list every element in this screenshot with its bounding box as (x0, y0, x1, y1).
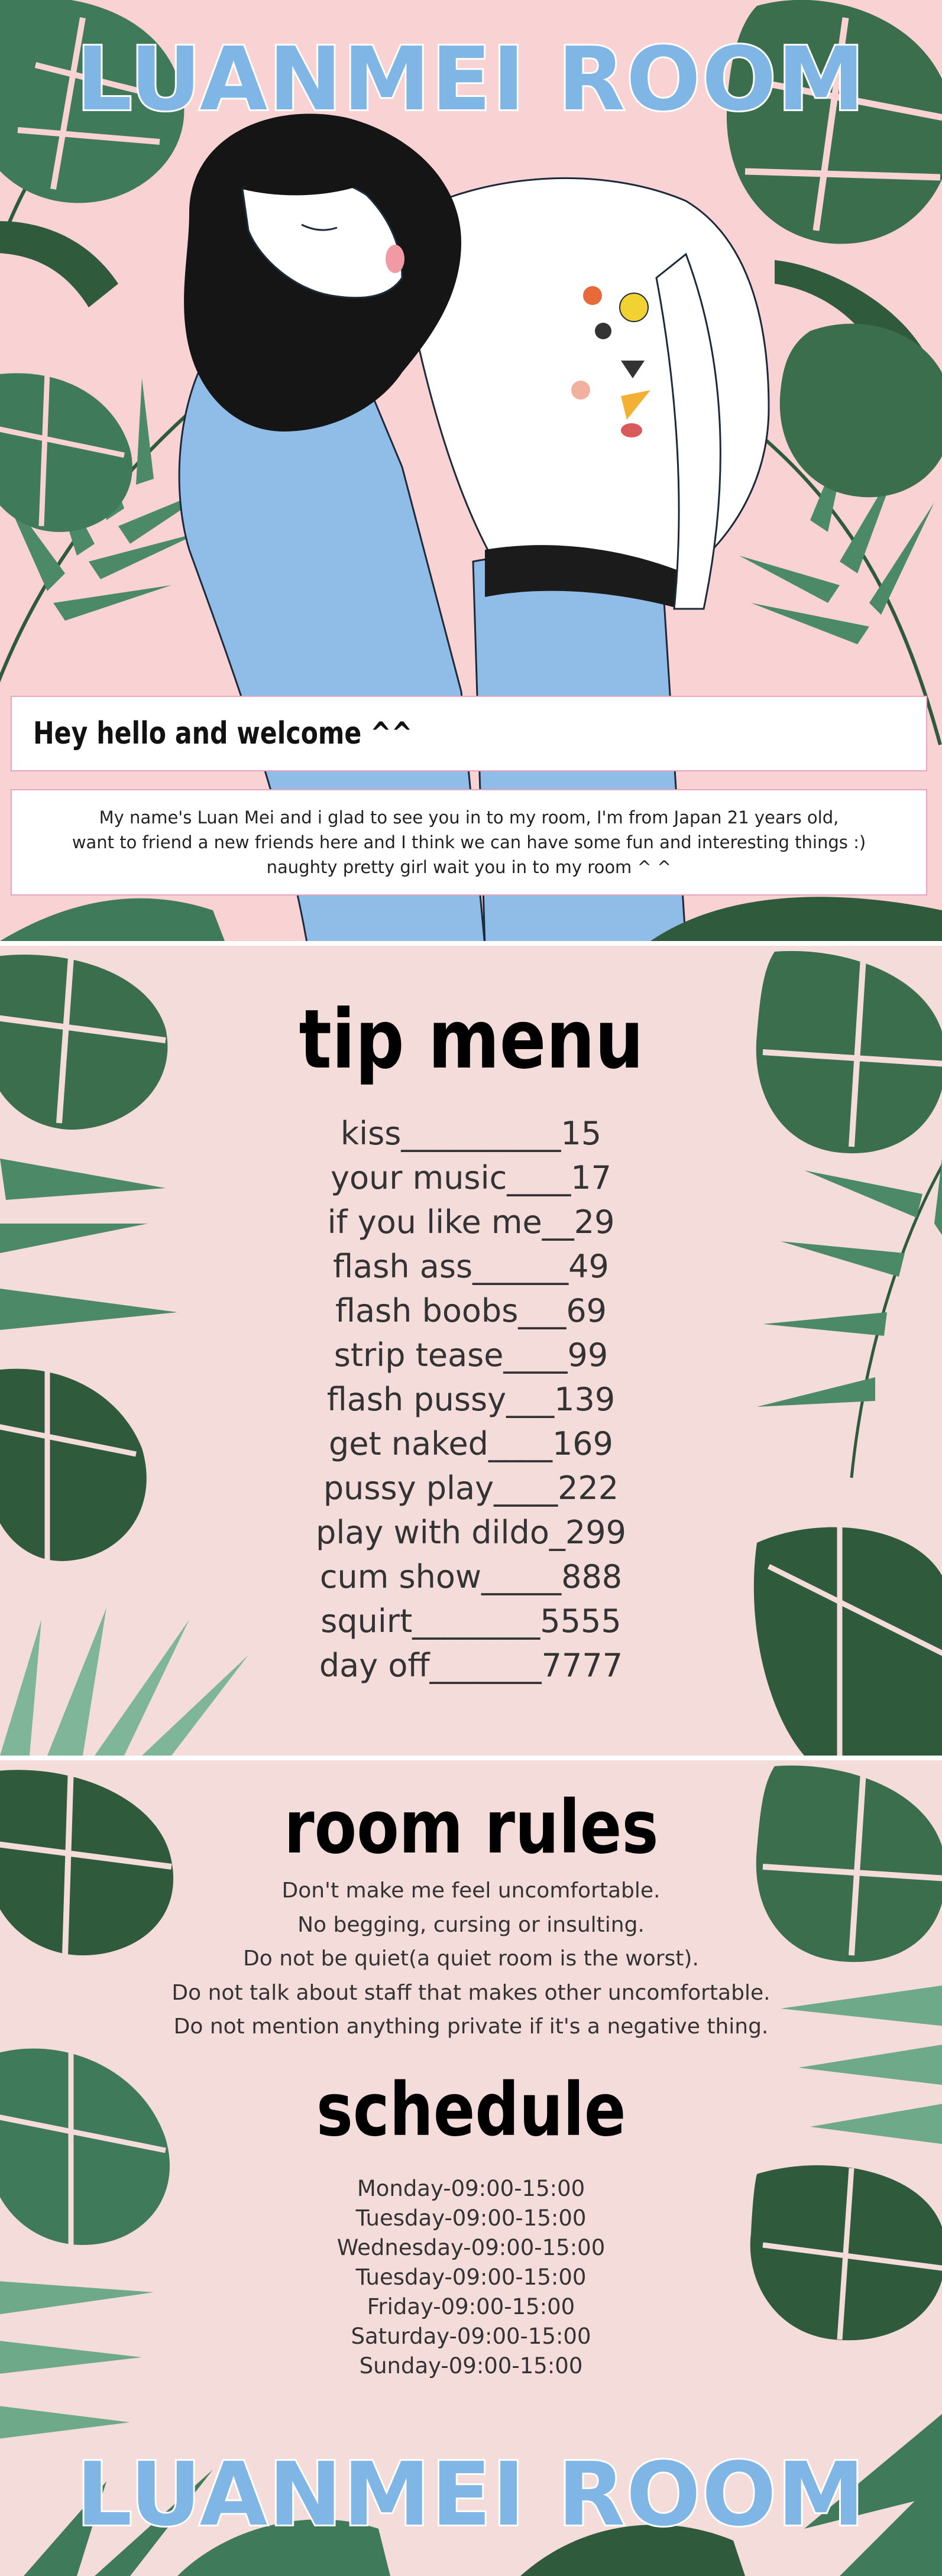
tip-menu-item: pussy play____222 (323, 1469, 619, 1507)
rules-schedule-section (0, 1760, 942, 2576)
tip-menu-item: play with dildo_299 (316, 1514, 626, 1551)
schedule-item: Saturday-09:00-15:00 (351, 2324, 591, 2349)
rule-item: Do not be quiet(a quiet room is the worst). (243, 1946, 699, 1971)
rule-item: No begging, cursing or insulting. (297, 1912, 645, 1937)
intro-box (11, 789, 927, 896)
schedule-item: Tuesday-09:00-15:00 (355, 2264, 587, 2290)
brand-title: LUANMEI ROOM (76, 28, 866, 130)
rule-item: Do not mention anything private if it's a negative thing. (173, 2014, 769, 2039)
schedule-item: Monday-09:00-15:00 (357, 2176, 585, 2201)
tip-menu-item: flash pussy___139 (326, 1381, 616, 1418)
schedule-title: schedule (316, 2068, 626, 2153)
rule-item: Don't make me feel uncomfortable. (281, 1879, 661, 1903)
tip-menu-item: cum show_____888 (319, 1558, 623, 1595)
welcome-heading: Hey hello and welcome ^^ (33, 716, 413, 751)
schedule-item: Wednesday-09:00-15:00 (336, 2235, 606, 2260)
schedule-list (0, 2174, 942, 2381)
tip-menu-item: day off_______7777 (319, 1647, 623, 1684)
intro-line: naughty pretty girl wait you in to my room ^ ^ (266, 857, 672, 878)
schedule-item: Tuesday-09:00-15:00 (355, 2205, 587, 2231)
tip-menu-item: squirt________5555 (321, 1602, 621, 1640)
intro-line: My name's Luan Mei and i glad to see you in to my room, I'm from Japan 21 years old, (99, 807, 839, 828)
tip-menu-item: your music____17 (331, 1159, 611, 1196)
schedule-item: Friday-09:00-15:00 (367, 2294, 575, 2319)
intro-line: want to friend a new friends here and I think we can have some fun and interesting things :) (72, 832, 866, 852)
tip-menu-section (0, 946, 942, 1756)
tip-menu-item: flash ass______49 (333, 1248, 609, 1285)
schedule-item: Sunday-09:00-15:00 (359, 2353, 583, 2379)
tip-menu-item: if you like me__29 (327, 1203, 615, 1241)
tip-menu-item: kiss__________15 (340, 1115, 602, 1152)
section-divider (0, 941, 942, 946)
hero-section (0, 0, 942, 941)
room-rules-list (0, 1874, 942, 2044)
brand-footer-title: LUANMEI ROOM (76, 2444, 866, 2545)
tip-menu-item: get naked____169 (328, 1425, 614, 1462)
tip-menu-item: flash boobs___69 (335, 1292, 607, 1329)
section-divider (0, 1756, 942, 1760)
tip-menu-title: tip menu (299, 992, 643, 1087)
room-rules-title: room rules (283, 1785, 659, 1870)
tip-menu-item: strip tease____99 (334, 1336, 608, 1374)
rule-item: Do not talk about staff that makes other uncomfortable. (171, 1980, 771, 2005)
tip-menu-list (0, 1111, 942, 1688)
welcome-banner (11, 696, 927, 771)
